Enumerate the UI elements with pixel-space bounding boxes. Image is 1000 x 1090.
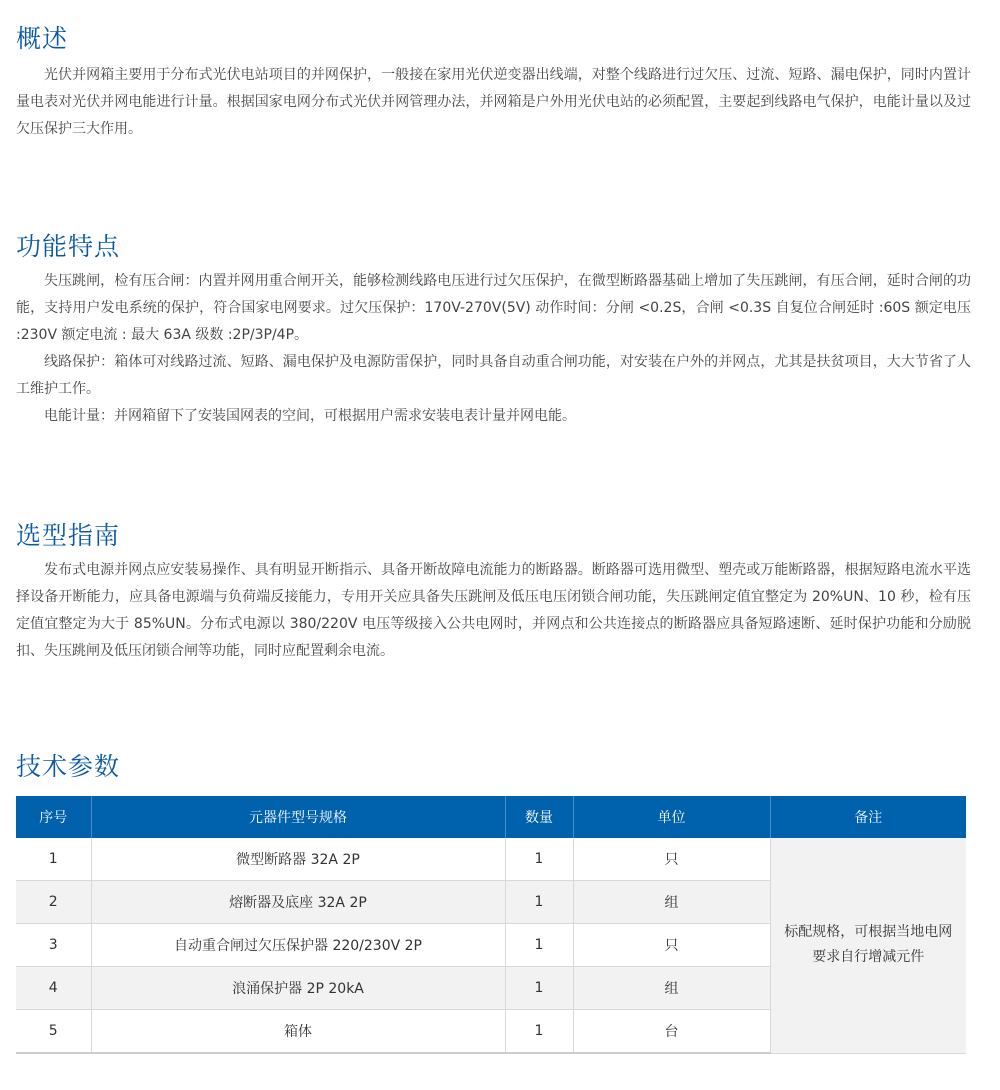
header-qty: 数量 [505,796,573,838]
cell-no: 2 [16,881,91,924]
selection-title: 选型指南 [16,521,121,550]
overview-body [16,62,971,143]
spec-table [16,796,966,1054]
features-paragraph-voltage: 失压跳闸，检有压合闸：内置并网用重合闸开关，能够检测线路电压进行过欠压保护，在微型断路器基础上增加了失压跳闸，有压合闸，延时合闸的功能，支持用户发电系统的保护，符合国家电网要求。过欠压保护：170V-270V(5V) 动作时间：分闸 <0.2S，合闸 <0.3S 自复位合闸延时 :60S 额定电压 :230V 额定电流 : 最大 63A 级数 :2P/3P/4P。 [16,273,971,343]
cell-qty: 1 [505,1010,573,1054]
cell-qty: 1 [505,924,573,967]
overview-title: 概述 [16,24,69,53]
cell-spec: 箱体 [91,1010,505,1054]
cell-spec: 熔断器及底座 32A 2P [91,881,505,924]
overview-paragraph: 光伏并网箱主要用于分布式光伏电站项目的并网保护，一般接在家用光伏逆变器出线端，对整个线路进行过欠压、过流、短路、漏电保护，同时内置计量电表对光伏并网电能进行计量。根据国家电网分布式光伏并网管理办法，并网箱是户外用光伏电站的必须配置，主要起到线路电气保护，电能计量以及过欠压保护三大作用。 [16,67,971,137]
table-row [16,838,966,881]
features-paragraph-metering: 电能计量：并网箱留下了安装国网表的空间，可根据用户需求安装电表计量并网电能。 [44,408,576,424]
features-title: 功能特点 [16,232,121,261]
cell-no: 1 [16,838,91,881]
cell-qty: 1 [505,967,573,1010]
features-body [16,268,971,430]
selection-body [16,557,971,665]
cell-unit: 台 [573,1010,770,1054]
header-spec: 元器件型号规格 [91,796,505,838]
cell-unit: 只 [573,924,770,967]
cell-remark: 标配规格，可根据当地电网要求自行增减元件 [770,838,966,1053]
cell-spec: 微型断路器 32A 2P [91,838,505,881]
cell-spec: 浪涌保护器 2P 20kA [91,967,505,1010]
cell-qty: 1 [505,881,573,924]
header-unit: 单位 [573,796,770,838]
cell-no: 5 [16,1010,91,1054]
header-no: 序号 [16,796,91,838]
tech-title: 技术参数 [16,752,121,781]
cell-qty: 1 [505,838,573,881]
cell-no: 3 [16,924,91,967]
cell-spec: 自动重合闸过欠压保护器 220/230V 2P [91,924,505,967]
features-paragraph-line-protection: 线路保护：箱体可对线路过流、短路、漏电保护及电源防雷保护，同时具备自动重合闸功能，对安装在户外的并网点，尤其是扶贫项目，大大节省了人工维护工作。 [16,354,971,397]
cell-unit: 组 [573,967,770,1010]
cell-no: 4 [16,967,91,1010]
cell-unit: 只 [573,838,770,881]
table-header-row [16,796,966,838]
header-remark: 备注 [770,796,966,838]
cell-unit: 组 [573,881,770,924]
selection-paragraph: 发布式电源并网点应安装易操作、具有明显开断指示、具备开断故障电流能力的断路器。断路器可选用微型、塑壳或万能断路器，根据短路电流水平选择设备开断能力，应具备电源端与负荷端反接能力，专用开关应具备失压跳闸及低压电压闭锁合闸功能，失压跳闸定值宜整定为 20%UN、10 秒，检有压定值宜整定为大于 85%UN。分布式电源以 380/220V 电压等级接入公共电网时，并网点和公共连接点的断路器应具备短路速断、延时保护功能和分励脱扣、失压跳闸及低压闭锁合闸等功能，同时应配置剩余电流。 [16,562,971,659]
